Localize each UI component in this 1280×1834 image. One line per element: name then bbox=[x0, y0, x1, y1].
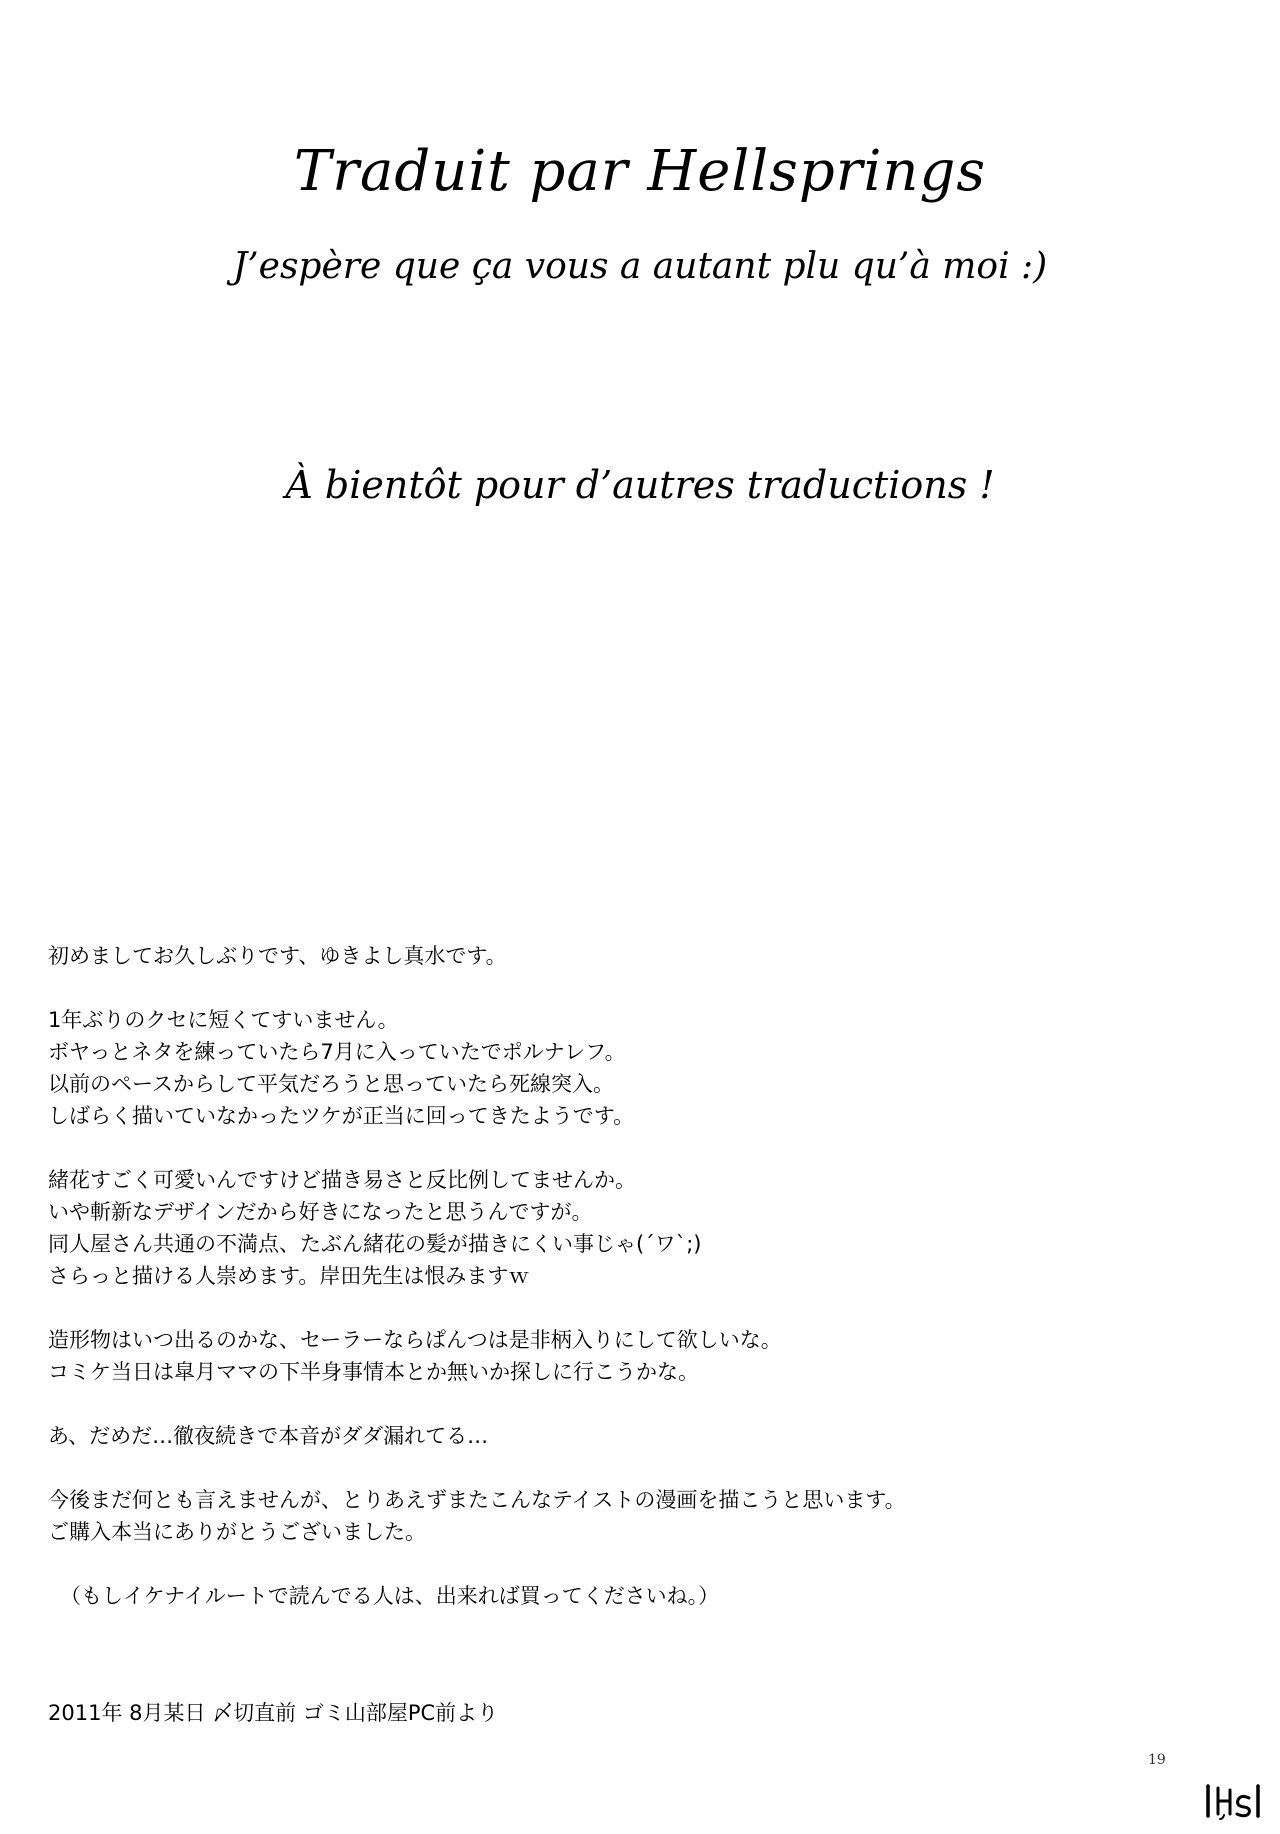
afterword-line: 今後まだ何とも言えませんが、とりあえずまたこんなテイストの漫画を描こうと思います。 bbox=[48, 1488, 906, 1512]
afterword-line: 1年ぶりのクセに短くてすいません。 bbox=[48, 1008, 399, 1032]
afterword-paragraph bbox=[48, 1420, 1148, 1452]
afterword-line: しばらく描いていなかったツケが正当に回ってきたようです。 bbox=[48, 1104, 635, 1128]
afterword-paragraph bbox=[48, 1484, 1148, 1548]
translator-credit-subtitle: J’espère que ça vous a autant plu qu’à moi :) bbox=[232, 246, 1048, 287]
afterword-line: 造形物はいつ出るのかな、セーラーならぱんつは是非柄入りにして欲しいな。 bbox=[48, 1328, 782, 1352]
hellsprings-logo bbox=[1204, 1782, 1262, 1820]
afterword-line: 緒花すごく可愛いんですけど描き易さと反比例してませんか。 bbox=[48, 1168, 636, 1192]
afterword-line: 以前のペースからして平気だろうと思っていたら死線突入。 bbox=[48, 1072, 614, 1096]
afterword-paragraph bbox=[48, 940, 1148, 972]
afterword-line: 同人屋さん共通の不満点、たぶん緒花の髪が描きにくい事じゃ(´ワ`;) bbox=[48, 1232, 702, 1256]
author-afterword bbox=[48, 940, 1148, 1644]
page-number: 19 bbox=[1148, 1752, 1166, 1768]
afterword-signature: 2011年 8月某日 〆切直前 ゴミ山部屋PC前より bbox=[48, 1701, 499, 1725]
afterword-paragraph bbox=[48, 1004, 1148, 1132]
afterword-line: さらっと描ける人崇めます。岸田先生は恨みますｗ bbox=[48, 1264, 530, 1288]
afterword-line: （もしイケナイルートで読んでる人は、出来れば買ってくださいね。） bbox=[60, 1584, 720, 1608]
afterword-line: ボヤっとネタを練っていたら7月に入っていたでポルナレフ。 bbox=[48, 1040, 626, 1064]
afterword-line: あ、だめだ…徹夜続きで本音がダダ漏れてる… bbox=[48, 1424, 489, 1448]
afterword-paragraph bbox=[48, 1324, 1148, 1388]
afterword-paragraph bbox=[48, 1580, 1148, 1612]
translator-farewell: À bientôt pour d’autres traductions ! bbox=[285, 463, 995, 507]
afterword-line: いや斬新なデザインだから好きになったと思うんですが。 bbox=[48, 1200, 593, 1224]
afterword-paragraph bbox=[48, 1164, 1148, 1292]
afterword-line: 初めましてお久しぶりです、ゆきよし真水です。 bbox=[48, 944, 507, 968]
afterword-line: コミケ当日は皐月ママの下半身事情本とか無いか探しに行こうかな。 bbox=[48, 1360, 699, 1384]
translator-credit-title: Traduit par Hellsprings bbox=[293, 139, 987, 204]
afterword-line: ご購入本当にありがとうございました。 bbox=[48, 1520, 426, 1544]
